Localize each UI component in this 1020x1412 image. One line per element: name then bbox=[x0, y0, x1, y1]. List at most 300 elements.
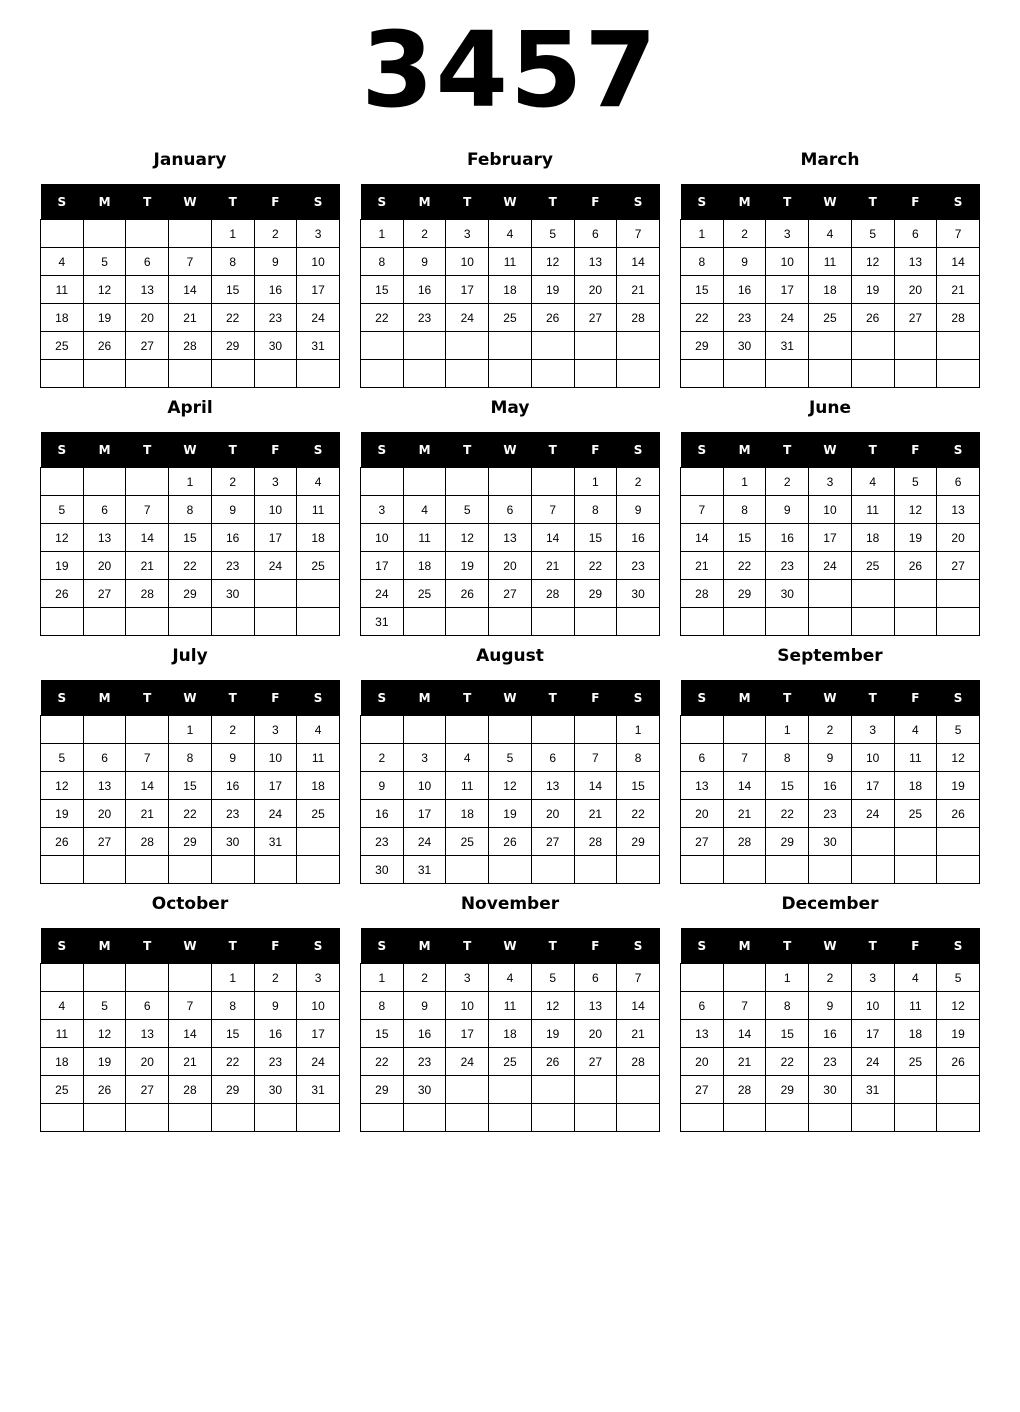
day-cell[interactable]: 6 bbox=[83, 496, 126, 524]
day-cell[interactable]: 27 bbox=[574, 304, 617, 332]
day-cell[interactable]: 15 bbox=[574, 524, 617, 552]
day-cell[interactable]: 20 bbox=[894, 276, 937, 304]
day-cell[interactable]: 22 bbox=[211, 1048, 254, 1076]
day-cell[interactable]: 4 bbox=[446, 744, 489, 772]
day-cell[interactable]: 8 bbox=[766, 992, 809, 1020]
day-cell[interactable]: 24 bbox=[361, 580, 404, 608]
day-cell[interactable]: 16 bbox=[403, 1020, 446, 1048]
day-cell[interactable]: 6 bbox=[126, 248, 169, 276]
day-cell[interactable]: 6 bbox=[681, 744, 724, 772]
day-cell[interactable]: 24 bbox=[297, 304, 340, 332]
day-cell[interactable]: 31 bbox=[297, 1076, 340, 1104]
day-cell[interactable]: 5 bbox=[446, 496, 489, 524]
day-cell[interactable]: 4 bbox=[894, 716, 937, 744]
day-cell[interactable]: 4 bbox=[41, 248, 84, 276]
day-cell[interactable]: 26 bbox=[489, 828, 532, 856]
day-cell[interactable]: 25 bbox=[851, 552, 894, 580]
day-cell[interactable]: 5 bbox=[531, 220, 574, 248]
day-cell[interactable]: 27 bbox=[126, 1076, 169, 1104]
day-cell[interactable]: 21 bbox=[126, 800, 169, 828]
day-cell[interactable]: 8 bbox=[723, 496, 766, 524]
day-cell[interactable]: 11 bbox=[403, 524, 446, 552]
day-cell[interactable]: 22 bbox=[169, 552, 212, 580]
day-cell[interactable]: 10 bbox=[446, 992, 489, 1020]
day-cell[interactable]: 1 bbox=[766, 964, 809, 992]
day-cell[interactable]: 19 bbox=[937, 772, 980, 800]
day-cell[interactable]: 14 bbox=[617, 992, 660, 1020]
day-cell[interactable]: 27 bbox=[531, 828, 574, 856]
day-cell[interactable]: 25 bbox=[41, 332, 84, 360]
day-cell[interactable]: 24 bbox=[403, 828, 446, 856]
day-cell[interactable]: 13 bbox=[126, 1020, 169, 1048]
day-cell[interactable]: 30 bbox=[211, 580, 254, 608]
day-cell[interactable]: 30 bbox=[254, 332, 297, 360]
day-cell[interactable]: 30 bbox=[361, 856, 404, 884]
day-cell[interactable]: 10 bbox=[766, 248, 809, 276]
day-cell[interactable]: 21 bbox=[169, 1048, 212, 1076]
day-cell[interactable]: 5 bbox=[41, 744, 84, 772]
day-cell[interactable]: 28 bbox=[126, 580, 169, 608]
day-cell[interactable]: 12 bbox=[851, 248, 894, 276]
day-cell[interactable]: 18 bbox=[894, 1020, 937, 1048]
day-cell[interactable]: 26 bbox=[41, 580, 84, 608]
day-cell[interactable]: 26 bbox=[531, 304, 574, 332]
day-cell[interactable]: 7 bbox=[126, 496, 169, 524]
day-cell[interactable]: 20 bbox=[531, 800, 574, 828]
day-cell[interactable]: 27 bbox=[937, 552, 980, 580]
day-cell[interactable]: 27 bbox=[894, 304, 937, 332]
day-cell[interactable]: 3 bbox=[297, 220, 340, 248]
day-cell[interactable]: 17 bbox=[446, 276, 489, 304]
day-cell[interactable]: 29 bbox=[617, 828, 660, 856]
day-cell[interactable]: 13 bbox=[894, 248, 937, 276]
day-cell[interactable]: 12 bbox=[489, 772, 532, 800]
day-cell[interactable]: 23 bbox=[809, 800, 852, 828]
day-cell[interactable]: 28 bbox=[937, 304, 980, 332]
day-cell[interactable]: 17 bbox=[766, 276, 809, 304]
day-cell[interactable]: 28 bbox=[617, 304, 660, 332]
day-cell[interactable]: 12 bbox=[83, 276, 126, 304]
day-cell[interactable]: 1 bbox=[723, 468, 766, 496]
day-cell[interactable]: 11 bbox=[809, 248, 852, 276]
day-cell[interactable]: 7 bbox=[723, 992, 766, 1020]
day-cell[interactable]: 16 bbox=[809, 1020, 852, 1048]
day-cell[interactable]: 18 bbox=[809, 276, 852, 304]
day-cell[interactable]: 12 bbox=[83, 1020, 126, 1048]
day-cell[interactable]: 4 bbox=[297, 716, 340, 744]
day-cell[interactable]: 9 bbox=[361, 772, 404, 800]
day-cell[interactable]: 2 bbox=[723, 220, 766, 248]
day-cell[interactable]: 30 bbox=[809, 1076, 852, 1104]
day-cell[interactable]: 7 bbox=[617, 220, 660, 248]
day-cell[interactable]: 18 bbox=[446, 800, 489, 828]
day-cell[interactable]: 29 bbox=[211, 1076, 254, 1104]
day-cell[interactable]: 5 bbox=[41, 496, 84, 524]
day-cell[interactable]: 14 bbox=[681, 524, 724, 552]
day-cell[interactable]: 20 bbox=[681, 800, 724, 828]
day-cell[interactable]: 15 bbox=[723, 524, 766, 552]
day-cell[interactable]: 14 bbox=[531, 524, 574, 552]
day-cell[interactable]: 4 bbox=[41, 992, 84, 1020]
day-cell[interactable]: 11 bbox=[297, 744, 340, 772]
day-cell[interactable]: 27 bbox=[83, 580, 126, 608]
day-cell[interactable]: 7 bbox=[126, 744, 169, 772]
day-cell[interactable]: 21 bbox=[617, 276, 660, 304]
day-cell[interactable]: 2 bbox=[254, 220, 297, 248]
day-cell[interactable]: 9 bbox=[766, 496, 809, 524]
day-cell[interactable]: 23 bbox=[403, 1048, 446, 1076]
day-cell[interactable]: 8 bbox=[211, 248, 254, 276]
day-cell[interactable]: 30 bbox=[723, 332, 766, 360]
day-cell[interactable]: 20 bbox=[126, 304, 169, 332]
day-cell[interactable]: 11 bbox=[894, 744, 937, 772]
day-cell[interactable]: 6 bbox=[531, 744, 574, 772]
day-cell[interactable]: 12 bbox=[446, 524, 489, 552]
day-cell[interactable]: 23 bbox=[403, 304, 446, 332]
day-cell[interactable]: 7 bbox=[169, 992, 212, 1020]
day-cell[interactable]: 1 bbox=[211, 220, 254, 248]
day-cell[interactable]: 9 bbox=[254, 992, 297, 1020]
day-cell[interactable]: 23 bbox=[809, 1048, 852, 1076]
day-cell[interactable]: 24 bbox=[254, 800, 297, 828]
day-cell[interactable]: 26 bbox=[83, 1076, 126, 1104]
day-cell[interactable]: 16 bbox=[254, 1020, 297, 1048]
day-cell[interactable]: 9 bbox=[617, 496, 660, 524]
day-cell[interactable]: 18 bbox=[41, 304, 84, 332]
day-cell[interactable]: 25 bbox=[297, 552, 340, 580]
day-cell[interactable]: 7 bbox=[681, 496, 724, 524]
day-cell[interactable]: 6 bbox=[681, 992, 724, 1020]
day-cell[interactable]: 13 bbox=[681, 772, 724, 800]
day-cell[interactable]: 9 bbox=[254, 248, 297, 276]
day-cell[interactable]: 13 bbox=[937, 496, 980, 524]
day-cell[interactable]: 8 bbox=[361, 992, 404, 1020]
day-cell[interactable]: 18 bbox=[297, 772, 340, 800]
day-cell[interactable]: 11 bbox=[489, 248, 532, 276]
day-cell[interactable]: 8 bbox=[169, 496, 212, 524]
day-cell[interactable]: 10 bbox=[851, 992, 894, 1020]
day-cell[interactable]: 27 bbox=[681, 828, 724, 856]
day-cell[interactable]: 1 bbox=[169, 468, 212, 496]
day-cell[interactable]: 31 bbox=[851, 1076, 894, 1104]
day-cell[interactable]: 24 bbox=[254, 552, 297, 580]
day-cell[interactable]: 15 bbox=[211, 276, 254, 304]
day-cell[interactable]: 12 bbox=[41, 772, 84, 800]
day-cell[interactable]: 30 bbox=[211, 828, 254, 856]
day-cell[interactable]: 1 bbox=[681, 220, 724, 248]
day-cell[interactable]: 20 bbox=[83, 552, 126, 580]
day-cell[interactable]: 3 bbox=[254, 468, 297, 496]
day-cell[interactable]: 31 bbox=[766, 332, 809, 360]
day-cell[interactable]: 13 bbox=[83, 524, 126, 552]
day-cell[interactable]: 22 bbox=[361, 304, 404, 332]
day-cell[interactable]: 28 bbox=[617, 1048, 660, 1076]
day-cell[interactable]: 26 bbox=[531, 1048, 574, 1076]
day-cell[interactable]: 14 bbox=[126, 524, 169, 552]
day-cell[interactable]: 4 bbox=[851, 468, 894, 496]
day-cell[interactable]: 7 bbox=[723, 744, 766, 772]
day-cell[interactable]: 21 bbox=[937, 276, 980, 304]
day-cell[interactable]: 12 bbox=[894, 496, 937, 524]
day-cell[interactable]: 19 bbox=[489, 800, 532, 828]
day-cell[interactable]: 19 bbox=[83, 304, 126, 332]
day-cell[interactable]: 27 bbox=[489, 580, 532, 608]
day-cell[interactable]: 9 bbox=[403, 248, 446, 276]
day-cell[interactable]: 16 bbox=[723, 276, 766, 304]
day-cell[interactable]: 20 bbox=[681, 1048, 724, 1076]
day-cell[interactable]: 11 bbox=[446, 772, 489, 800]
day-cell[interactable]: 15 bbox=[211, 1020, 254, 1048]
day-cell[interactable]: 17 bbox=[446, 1020, 489, 1048]
day-cell[interactable]: 24 bbox=[809, 552, 852, 580]
day-cell[interactable]: 16 bbox=[809, 772, 852, 800]
day-cell[interactable]: 19 bbox=[83, 1048, 126, 1076]
day-cell[interactable]: 22 bbox=[169, 800, 212, 828]
day-cell[interactable]: 28 bbox=[723, 1076, 766, 1104]
day-cell[interactable]: 14 bbox=[574, 772, 617, 800]
day-cell[interactable]: 8 bbox=[211, 992, 254, 1020]
day-cell[interactable]: 22 bbox=[766, 800, 809, 828]
day-cell[interactable]: 19 bbox=[41, 800, 84, 828]
day-cell[interactable]: 4 bbox=[489, 220, 532, 248]
day-cell[interactable]: 16 bbox=[211, 524, 254, 552]
day-cell[interactable]: 8 bbox=[169, 744, 212, 772]
day-cell[interactable]: 23 bbox=[254, 1048, 297, 1076]
day-cell[interactable]: 19 bbox=[41, 552, 84, 580]
day-cell[interactable]: 20 bbox=[126, 1048, 169, 1076]
day-cell[interactable]: 30 bbox=[617, 580, 660, 608]
day-cell[interactable]: 22 bbox=[574, 552, 617, 580]
day-cell[interactable]: 23 bbox=[361, 828, 404, 856]
day-cell[interactable]: 22 bbox=[723, 552, 766, 580]
day-cell[interactable]: 7 bbox=[574, 744, 617, 772]
day-cell[interactable]: 25 bbox=[403, 580, 446, 608]
day-cell[interactable]: 13 bbox=[83, 772, 126, 800]
day-cell[interactable]: 6 bbox=[574, 964, 617, 992]
day-cell[interactable]: 19 bbox=[531, 1020, 574, 1048]
day-cell[interactable]: 18 bbox=[403, 552, 446, 580]
day-cell[interactable]: 26 bbox=[83, 332, 126, 360]
day-cell[interactable]: 9 bbox=[211, 744, 254, 772]
day-cell[interactable]: 7 bbox=[531, 496, 574, 524]
day-cell[interactable]: 15 bbox=[361, 276, 404, 304]
day-cell[interactable]: 29 bbox=[681, 332, 724, 360]
day-cell[interactable]: 6 bbox=[489, 496, 532, 524]
day-cell[interactable]: 1 bbox=[766, 716, 809, 744]
day-cell[interactable]: 25 bbox=[894, 800, 937, 828]
day-cell[interactable]: 29 bbox=[169, 828, 212, 856]
day-cell[interactable]: 28 bbox=[723, 828, 766, 856]
day-cell[interactable]: 14 bbox=[723, 1020, 766, 1048]
day-cell[interactable]: 16 bbox=[211, 772, 254, 800]
day-cell[interactable]: 5 bbox=[531, 964, 574, 992]
day-cell[interactable]: 14 bbox=[169, 276, 212, 304]
day-cell[interactable]: 9 bbox=[723, 248, 766, 276]
day-cell[interactable]: 18 bbox=[41, 1048, 84, 1076]
day-cell[interactable]: 5 bbox=[937, 716, 980, 744]
day-cell[interactable]: 20 bbox=[574, 276, 617, 304]
day-cell[interactable]: 1 bbox=[617, 716, 660, 744]
day-cell[interactable]: 3 bbox=[809, 468, 852, 496]
day-cell[interactable]: 14 bbox=[937, 248, 980, 276]
day-cell[interactable]: 2 bbox=[254, 964, 297, 992]
day-cell[interactable]: 6 bbox=[126, 992, 169, 1020]
day-cell[interactable]: 4 bbox=[297, 468, 340, 496]
day-cell[interactable]: 10 bbox=[809, 496, 852, 524]
day-cell[interactable]: 27 bbox=[126, 332, 169, 360]
day-cell[interactable]: 10 bbox=[297, 992, 340, 1020]
day-cell[interactable]: 14 bbox=[723, 772, 766, 800]
day-cell[interactable]: 21 bbox=[574, 800, 617, 828]
day-cell[interactable]: 22 bbox=[617, 800, 660, 828]
day-cell[interactable]: 5 bbox=[937, 964, 980, 992]
day-cell[interactable]: 2 bbox=[361, 744, 404, 772]
day-cell[interactable]: 26 bbox=[851, 304, 894, 332]
day-cell[interactable]: 1 bbox=[361, 964, 404, 992]
day-cell[interactable]: 5 bbox=[489, 744, 532, 772]
day-cell[interactable]: 15 bbox=[361, 1020, 404, 1048]
day-cell[interactable]: 20 bbox=[937, 524, 980, 552]
day-cell[interactable]: 26 bbox=[937, 800, 980, 828]
day-cell[interactable]: 1 bbox=[211, 964, 254, 992]
day-cell[interactable]: 3 bbox=[361, 496, 404, 524]
day-cell[interactable]: 8 bbox=[617, 744, 660, 772]
day-cell[interactable]: 12 bbox=[937, 992, 980, 1020]
day-cell[interactable]: 20 bbox=[574, 1020, 617, 1048]
day-cell[interactable]: 19 bbox=[531, 276, 574, 304]
day-cell[interactable]: 3 bbox=[851, 964, 894, 992]
day-cell[interactable]: 21 bbox=[681, 552, 724, 580]
day-cell[interactable]: 8 bbox=[574, 496, 617, 524]
day-cell[interactable]: 28 bbox=[681, 580, 724, 608]
day-cell[interactable]: 21 bbox=[531, 552, 574, 580]
day-cell[interactable]: 28 bbox=[531, 580, 574, 608]
day-cell[interactable]: 10 bbox=[254, 496, 297, 524]
day-cell[interactable]: 7 bbox=[169, 248, 212, 276]
day-cell[interactable]: 3 bbox=[446, 220, 489, 248]
day-cell[interactable]: 31 bbox=[297, 332, 340, 360]
day-cell[interactable]: 5 bbox=[83, 248, 126, 276]
day-cell[interactable]: 24 bbox=[851, 1048, 894, 1076]
day-cell[interactable]: 8 bbox=[766, 744, 809, 772]
day-cell[interactable]: 10 bbox=[403, 772, 446, 800]
day-cell[interactable]: 1 bbox=[574, 468, 617, 496]
day-cell[interactable]: 31 bbox=[403, 856, 446, 884]
day-cell[interactable]: 13 bbox=[489, 524, 532, 552]
day-cell[interactable]: 8 bbox=[361, 248, 404, 276]
day-cell[interactable]: 5 bbox=[83, 992, 126, 1020]
day-cell[interactable]: 19 bbox=[851, 276, 894, 304]
day-cell[interactable]: 25 bbox=[446, 828, 489, 856]
day-cell[interactable]: 10 bbox=[254, 744, 297, 772]
day-cell[interactable]: 11 bbox=[41, 276, 84, 304]
day-cell[interactable]: 3 bbox=[766, 220, 809, 248]
day-cell[interactable]: 17 bbox=[254, 524, 297, 552]
day-cell[interactable]: 21 bbox=[617, 1020, 660, 1048]
day-cell[interactable]: 21 bbox=[723, 1048, 766, 1076]
day-cell[interactable]: 14 bbox=[617, 248, 660, 276]
day-cell[interactable]: 1 bbox=[361, 220, 404, 248]
day-cell[interactable]: 9 bbox=[403, 992, 446, 1020]
day-cell[interactable]: 28 bbox=[169, 1076, 212, 1104]
day-cell[interactable]: 15 bbox=[169, 772, 212, 800]
day-cell[interactable]: 2 bbox=[211, 468, 254, 496]
day-cell[interactable]: 14 bbox=[126, 772, 169, 800]
day-cell[interactable]: 13 bbox=[531, 772, 574, 800]
day-cell[interactable]: 12 bbox=[937, 744, 980, 772]
day-cell[interactable]: 17 bbox=[403, 800, 446, 828]
day-cell[interactable]: 30 bbox=[254, 1076, 297, 1104]
day-cell[interactable]: 4 bbox=[809, 220, 852, 248]
day-cell[interactable]: 16 bbox=[403, 276, 446, 304]
day-cell[interactable]: 23 bbox=[211, 800, 254, 828]
day-cell[interactable]: 24 bbox=[297, 1048, 340, 1076]
day-cell[interactable]: 23 bbox=[723, 304, 766, 332]
day-cell[interactable]: 16 bbox=[254, 276, 297, 304]
day-cell[interactable]: 13 bbox=[126, 276, 169, 304]
day-cell[interactable]: 29 bbox=[169, 580, 212, 608]
day-cell[interactable]: 3 bbox=[254, 716, 297, 744]
day-cell[interactable]: 13 bbox=[574, 248, 617, 276]
day-cell[interactable]: 24 bbox=[446, 304, 489, 332]
day-cell[interactable]: 2 bbox=[766, 468, 809, 496]
day-cell[interactable]: 22 bbox=[766, 1048, 809, 1076]
day-cell[interactable]: 6 bbox=[894, 220, 937, 248]
day-cell[interactable]: 2 bbox=[809, 716, 852, 744]
day-cell[interactable]: 2 bbox=[211, 716, 254, 744]
day-cell[interactable]: 18 bbox=[894, 772, 937, 800]
day-cell[interactable]: 11 bbox=[297, 496, 340, 524]
day-cell[interactable]: 15 bbox=[681, 276, 724, 304]
day-cell[interactable]: 12 bbox=[531, 992, 574, 1020]
day-cell[interactable]: 18 bbox=[297, 524, 340, 552]
day-cell[interactable]: 28 bbox=[169, 332, 212, 360]
day-cell[interactable]: 15 bbox=[617, 772, 660, 800]
day-cell[interactable]: 28 bbox=[574, 828, 617, 856]
day-cell[interactable]: 24 bbox=[446, 1048, 489, 1076]
day-cell[interactable]: 10 bbox=[297, 248, 340, 276]
day-cell[interactable]: 22 bbox=[681, 304, 724, 332]
day-cell[interactable]: 26 bbox=[894, 552, 937, 580]
day-cell[interactable]: 5 bbox=[851, 220, 894, 248]
day-cell[interactable]: 2 bbox=[403, 220, 446, 248]
day-cell[interactable]: 21 bbox=[126, 552, 169, 580]
day-cell[interactable]: 17 bbox=[297, 1020, 340, 1048]
day-cell[interactable]: 7 bbox=[617, 964, 660, 992]
day-cell[interactable]: 8 bbox=[681, 248, 724, 276]
day-cell[interactable]: 4 bbox=[894, 964, 937, 992]
day-cell[interactable]: 24 bbox=[766, 304, 809, 332]
day-cell[interactable]: 25 bbox=[41, 1076, 84, 1104]
day-cell[interactable]: 2 bbox=[809, 964, 852, 992]
day-cell[interactable]: 2 bbox=[617, 468, 660, 496]
day-cell[interactable]: 15 bbox=[169, 524, 212, 552]
day-cell[interactable]: 26 bbox=[937, 1048, 980, 1076]
day-cell[interactable]: 17 bbox=[361, 552, 404, 580]
day-cell[interactable]: 10 bbox=[446, 248, 489, 276]
day-cell[interactable]: 21 bbox=[723, 800, 766, 828]
day-cell[interactable]: 25 bbox=[489, 304, 532, 332]
day-cell[interactable]: 17 bbox=[809, 524, 852, 552]
day-cell[interactable]: 9 bbox=[211, 496, 254, 524]
day-cell[interactable]: 23 bbox=[766, 552, 809, 580]
day-cell[interactable]: 25 bbox=[894, 1048, 937, 1076]
day-cell[interactable]: 5 bbox=[894, 468, 937, 496]
day-cell[interactable]: 9 bbox=[809, 744, 852, 772]
day-cell[interactable]: 1 bbox=[169, 716, 212, 744]
day-cell[interactable]: 14 bbox=[169, 1020, 212, 1048]
day-cell[interactable]: 25 bbox=[489, 1048, 532, 1076]
